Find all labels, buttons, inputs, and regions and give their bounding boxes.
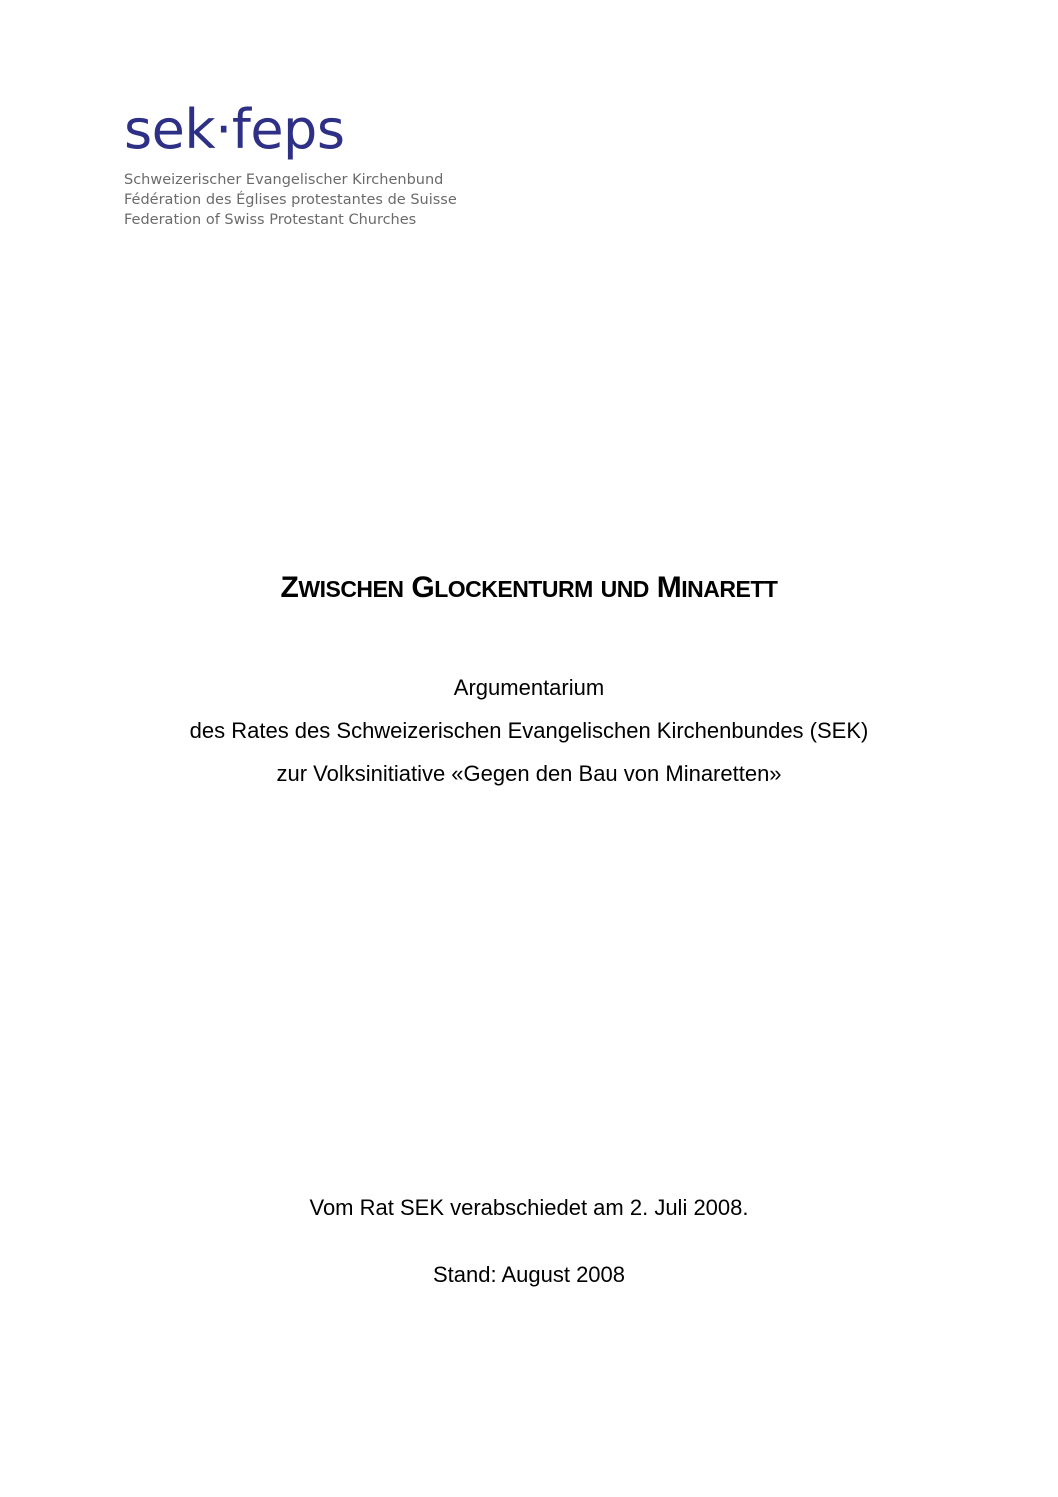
logo-wordmark-feps: feps — [231, 98, 345, 161]
logo-name-german: Schweizerischer Evangelischer Kirchenbund — [124, 172, 444, 188]
status-date: Stand: August 2008 — [432, 1262, 626, 1287]
title-w2-cap: G — [411, 571, 435, 604]
logo-wordmark-dot: · — [215, 98, 232, 161]
document-title — [0, 570, 1058, 607]
logo-organization-names — [124, 170, 457, 230]
logo-wordmark — [124, 100, 457, 162]
title-w4-cap: M — [656, 571, 682, 604]
approval-note: Vom Rat SEK verabschiedet am 2. Juli 2008. — [309, 1195, 749, 1220]
title-w1-cap: Z — [280, 571, 299, 604]
sek-feps-logo — [124, 100, 457, 230]
title-w1-rest: WISCHEN — [298, 576, 404, 602]
logo-name-french: Fédération des Églises protestantes de Suisse — [124, 192, 457, 208]
title-w2-rest: LOCKENTURM — [434, 576, 593, 602]
title-w4-rest: INARETT — [681, 576, 778, 602]
subtitle-line-3: zur Volksinitiative «Gegen den Bau von Minaretten» — [276, 761, 782, 786]
document-subtitle — [0, 666, 1058, 795]
logo-wordmark-sek: sek — [124, 98, 216, 161]
subtitle-line-2: des Rates des Schweizerischen Evangelischen Kirchenbundes (SEK) — [189, 718, 869, 743]
subtitle-line-1: Argumentarium — [453, 675, 605, 700]
logo-name-english: Federation of Swiss Protestant Churches — [124, 212, 417, 228]
title-w3: UND — [600, 576, 649, 602]
